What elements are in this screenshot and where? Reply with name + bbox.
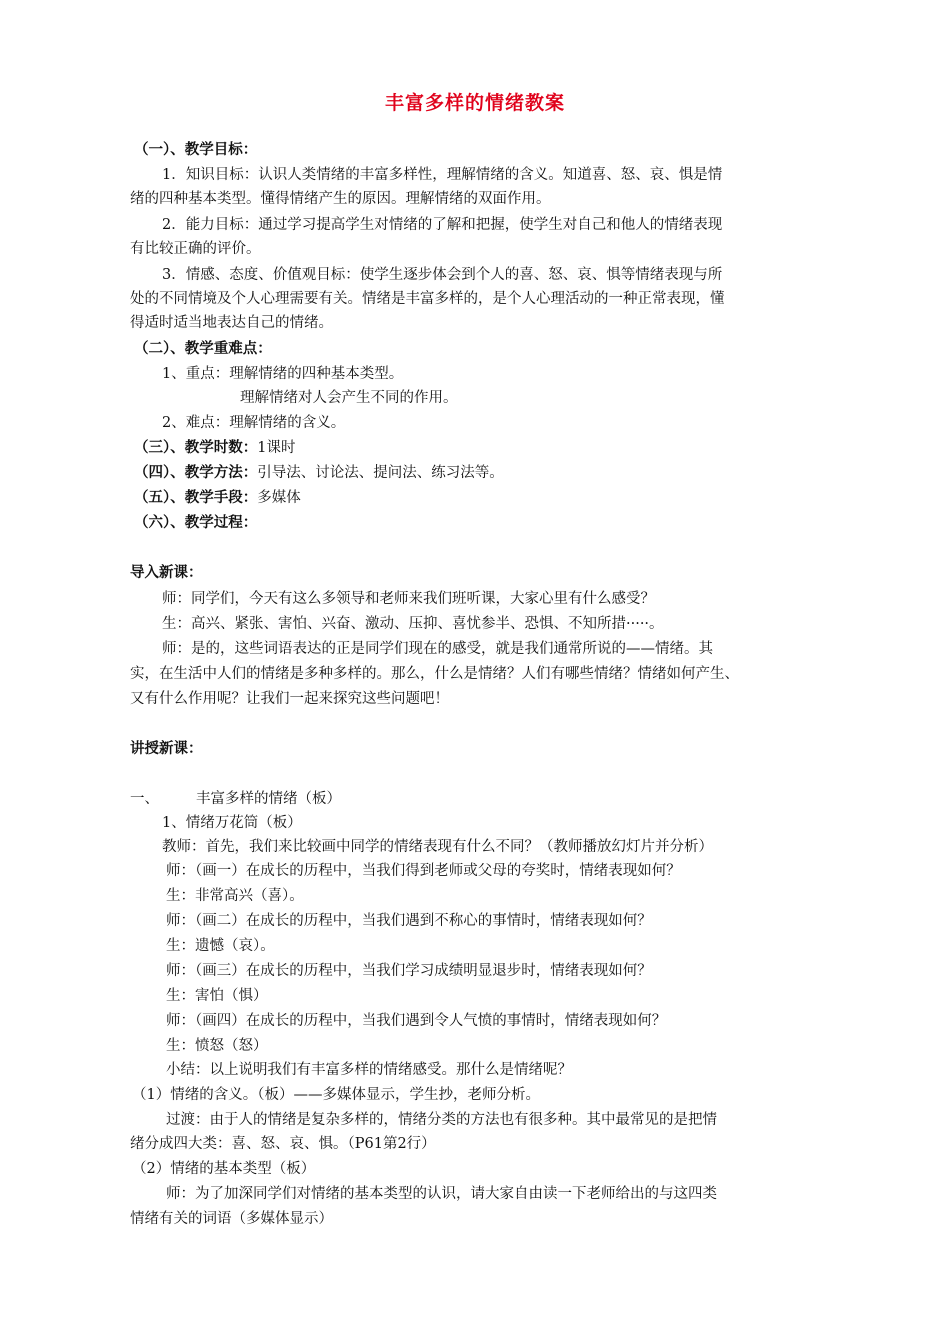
goal-knowledge-line-2: 绪的四种基本类型。懂得情绪产生的原因。理解情绪的双面作用。 <box>130 191 551 207</box>
section-5-row <box>134 488 301 508</box>
document-title: 丰富多样的情绪教案 <box>384 92 565 114</box>
intro-line-2: 生：高兴、紧张、害怕、兴奋、激动、压抑、喜忧参半、恐惧、不知所措·····。 <box>162 616 664 632</box>
lesson-line-2: 师：（画一）在成长的历程中，当我们得到老师或父母的夸奖时，情绪表现如何？ <box>166 863 681 879</box>
subsection-1-title: 1、情绪万花筒（板） <box>162 815 302 831</box>
key-point-2: 2、难点：理解情绪的含义。 <box>162 415 346 431</box>
goal-ability-line-1: 2．能力目标：通过学习提高学生对情绪的了解和把握，使学生对自己和他人的情绪表现 <box>162 217 723 233</box>
lesson-line-13: 绪分成四大类：喜、怒、哀、惧。（P61第2行） <box>130 1136 436 1152</box>
intro-line-4: 实，在生活中人们的情绪是多种多样的。那么，什么是情绪？人们有哪些情绪？情绪如何产生、 <box>130 666 739 682</box>
goal-emotion-line-2: 处的不同情境及个人心理需要有关。情绪是丰富多样的，是个人心理活动的一种正常表现，懂 <box>130 291 725 307</box>
section-4-value: 引导法、讨论法、提问法、练习法等。 <box>257 465 504 481</box>
section-3-value: 1课时 <box>257 440 296 456</box>
lesson-line-9: 生：愤怒（怒） <box>166 1038 268 1054</box>
lesson-line-11: （1）情绪的含义。（板）——多媒体显示，学生抄，老师分析。 <box>132 1087 540 1103</box>
section-4-row <box>134 463 504 483</box>
goal-emotion-line-3: 得适时适当地表达自己的情绪。 <box>130 315 333 331</box>
lesson-line-16: 情绪有关的词语（多媒体显示） <box>130 1211 333 1227</box>
intro-line-5: 又有什么作用呢？让我们一起来探究这些问题吧！ <box>130 691 449 707</box>
lesson-line-8: 师：（画四）在成长的历程中，当我们遇到令人气愤的事情时，情绪表现如何？ <box>166 1013 667 1029</box>
section-5-label: （五）、教学手段： <box>134 490 258 506</box>
lesson-line-7: 生：害怕（惧） <box>166 988 268 1004</box>
lesson-line-5: 生：遗憾（哀）。 <box>166 938 275 954</box>
lesson-line-1: 教师：首先，我们来比较画中同学的情绪表现有什么不同？（教师播放幻灯片并分析） <box>162 839 713 855</box>
section-3-row <box>134 438 295 458</box>
part-1-title: 丰富多样的情绪（板） <box>196 791 341 807</box>
section-3-label: （三）、教学时数： <box>134 440 258 456</box>
section-5-value: 多媒体 <box>257 490 301 506</box>
intro-heading: 导入新课： <box>130 565 203 581</box>
lesson-line-12: 过渡：由于人的情绪是复杂多样的，情绪分类的方法也有很多种。其中最常见的是把情 <box>166 1112 717 1128</box>
key-point-1: 1、重点：理解情绪的四种基本类型。 <box>162 366 404 382</box>
lesson-line-3: 生：非常高兴（喜）。 <box>166 888 304 904</box>
lesson-line-6: 师：（画三）在成长的历程中，当我们学习成绩明显退步时，情绪表现如何？ <box>166 963 652 979</box>
intro-line-3: 师：是的，这些词语表达的正是同学们现在的感受，就是我们通常所说的——情绪。其 <box>162 641 713 657</box>
lesson-line-14: （2）情绪的基本类型（板） <box>132 1161 316 1177</box>
lesson-line-15: 师：为了加深同学们对情绪的基本类型的认识，请大家自由读一下老师给出的与这四类 <box>166 1186 717 1202</box>
goal-emotion-line-1: 3．情感、态度、价值观目标：使学生逐步体会到个人的喜、怒、哀、惧等情绪表现与所 <box>162 267 723 283</box>
intro-line-1: 师：同学们，今天有这么多领导和老师来我们班听课，大家心里有什么感受？ <box>162 591 655 607</box>
section-2-heading: （二）、教学重难点： <box>134 341 272 357</box>
lesson-heading: 讲授新课： <box>130 741 203 757</box>
lesson-line-10: 小结：以上说明我们有丰富多样的情绪感受。那什么是情绪呢？ <box>166 1062 572 1078</box>
part-1-number: 一、 <box>130 791 159 807</box>
goal-knowledge-line-1: 1．知识目标：认识人类情绪的丰富多样性，理解情绪的含义。知道喜、怒、哀、惧是情 <box>162 167 723 183</box>
goal-ability-line-2: 有比较正确的评价。 <box>130 241 261 257</box>
section-1-heading: （一）、教学目标： <box>134 142 258 158</box>
section-6-heading: （六）、教学过程： <box>134 515 258 531</box>
key-point-1-continued: 理解情绪对人会产生不同的作用。 <box>240 390 458 406</box>
lesson-line-4: 师：（画二）在成长的历程中，当我们遇到不称心的事情时，情绪表现如何？ <box>166 913 652 929</box>
section-4-label: （四）、教学方法： <box>134 465 258 481</box>
